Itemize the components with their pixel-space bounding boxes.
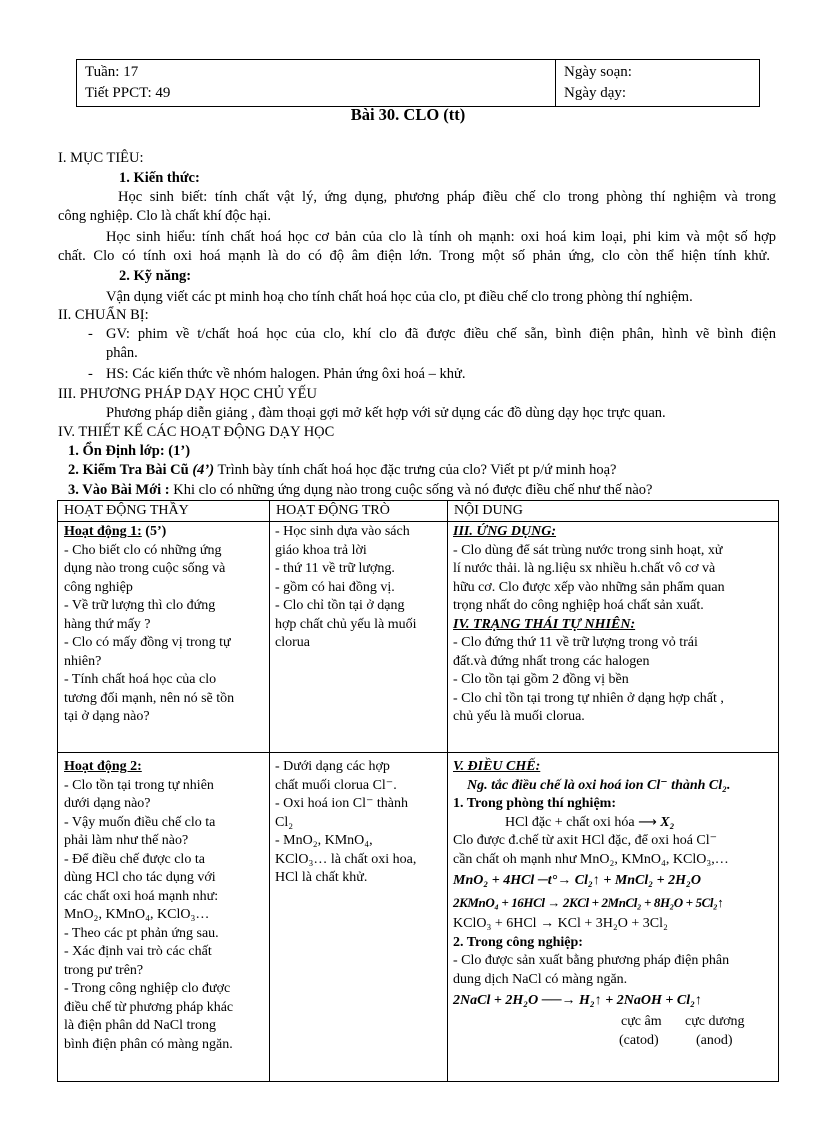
section-1-heading: I. MỤC TIÊU: <box>58 150 144 166</box>
text-line: - Trong công nghiệp clo được <box>64 981 231 996</box>
section-2-heading: II. CHUẨN BỊ: <box>58 307 149 323</box>
bullet-dash: - <box>88 326 93 342</box>
text-line: hợp chất chủ yếu là muối <box>275 616 417 632</box>
header-left <box>77 60 556 106</box>
student-prep: HS: Các kiến thức về nhóm halogen. Phản ứng ôxi hoá – khử. <box>106 366 466 382</box>
lab-eq-right: X₂ <box>660 814 675 830</box>
text-line: - Theo các pt phản ứng sau. <box>64 925 219 941</box>
activity-1-title: Hoạt động 1: <box>64 524 142 539</box>
text-line: bình điện phân có màng ngăn. <box>64 1036 233 1052</box>
long-arrow-icon: ⟶ <box>638 814 657 830</box>
row1-student-cell <box>275 523 443 653</box>
lesson-number: Tiết PPCT: 49 <box>85 85 171 101</box>
step-3-text: Khi clo có những ứng dụng nào trong cuộc sống và nó được điều chế như thế nào? <box>173 482 653 498</box>
step-1: 1. Ổn Định lớp: (1’) <box>68 443 191 459</box>
text-line: - Xác định vai trò các chất <box>64 944 212 959</box>
text-line: - Clo có mấy đồng vị trong tự <box>64 635 231 650</box>
text-line: hữu cơ. Clo được xếp vào những sản phẩm quan <box>453 579 725 595</box>
applications-heading: III. ỨNG DỤNG: <box>453 524 557 539</box>
equation-mno2: MnO₂ + 4HCl ─t°→ Cl₂↑ + MnCl₂ + 2H₂O <box>453 873 702 888</box>
text-line: - MnO₂, KMnO₄, <box>275 833 373 848</box>
teacher-prep-line2: phân. <box>106 345 138 361</box>
column-divider <box>447 501 448 1081</box>
bullet-dash: - <box>88 366 93 382</box>
text-line: - Về trữ lượng thì clo đứng <box>64 598 216 613</box>
text-line: HCl là chất khử. <box>275 870 368 885</box>
row1-teacher-cell <box>64 523 264 727</box>
col-header-teacher: HOẠT ĐỘNG THẦY <box>64 503 189 518</box>
text-line: Clo được đ.chế từ axit HCl đặc, để oxi hoá Cl⁻ <box>453 833 718 848</box>
step-3-label: 3. Vào Bài Mới : <box>68 482 170 498</box>
step-2-text: Trình bày tính chất hoá học đặc trưng của clo? Viết pt p/ứ minh hoạ? <box>217 462 617 478</box>
text-line: trọng nhất do công nghiệp hoá chất sản xuất. <box>453 598 704 613</box>
knowledge-p2-line1: Học sinh hiểu: tính chất hoá học cơ bản của clo là tính oh mạnh: oxi hoá kim loại, phi kim và một số hợp <box>106 229 776 245</box>
header-box <box>76 59 760 107</box>
activity-1-time: (5’) <box>145 524 167 539</box>
text-line: KClO₃… là chất oxi hoa, <box>275 851 417 867</box>
text-line: - Để điều chế được clo ta <box>64 851 205 867</box>
text-line: - Clo chỉ tồn tại trong tự nhiên ở dạng hợp chất , <box>453 690 724 706</box>
date-taught: Ngày dạy: <box>564 85 627 101</box>
cathode-label-en: (catod) <box>619 1032 659 1048</box>
text-line: - gồm có hai đồng vị. <box>275 579 395 595</box>
step-2-label: 2. Kiểm Tra Bài Cũ <box>68 462 189 478</box>
row2-student-cell <box>275 758 443 888</box>
text-line: dùng HCl cho tác dụng với <box>64 870 216 885</box>
text-line: tương đối mạnh, nên nó sẽ tồn <box>64 690 235 706</box>
text-line: tại ở dạng nào? <box>64 709 150 724</box>
row2-content-cell <box>453 758 773 1049</box>
method-text: Phương pháp diễn giảng , đàm thoại gợi mở kết hợp với sử dụng các đồ dùng dạy học trực quan. <box>106 405 666 421</box>
text-line: đất.và đứng nhất trong các halogen <box>453 653 650 669</box>
equation-kclo3: KClO₃ + 6HCl → KCl + 3H₂O + 3Cl₂ <box>453 916 668 931</box>
knowledge-heading: 1. Kiến thức: <box>119 170 200 186</box>
text-line: điều chế từ phương pháp khác <box>64 999 234 1015</box>
text-line: - Oxi hoá ion Cl⁻ thành <box>275 796 408 811</box>
lab-equation-general <box>453 814 773 833</box>
text-line: Cl₂ <box>275 814 294 830</box>
lab-heading: 1. Trong phòng thí nghiệm: <box>453 796 616 811</box>
text-line: hàng thứ mấy ? <box>64 616 151 632</box>
row1-content-cell <box>453 523 773 727</box>
text-line: các chất oxi hoá mạnh như: <box>64 888 219 904</box>
cathode-label: cực âm <box>621 1013 662 1029</box>
header-right <box>556 60 759 106</box>
equation-kmno4: 2KMnO₄ + 16HCl → 2KCl + 2MnCl₂ + 8H₂O + 5Cl₂↑ <box>453 894 724 910</box>
text-line: dụng nào trong cuộc sống và <box>64 561 226 576</box>
text-line: - Clo tồn tại trong tự nhiên <box>64 777 214 793</box>
activity-2-title: Hoạt động 2: <box>64 759 142 774</box>
row2-teacher-cell <box>64 758 264 1054</box>
preparation-heading: V. ĐIỀU CHẾ: <box>453 759 541 774</box>
text-line: MnO₂, KMnO₄, KClO₃… <box>64 907 210 922</box>
date-prepared: Ngày soạn: <box>564 64 632 80</box>
knowledge-p1-line2: công nghiệp. Clo là chất khí độc hại. <box>58 208 272 224</box>
text-line: - Clo đứng thứ 11 về trữ lượng trong vỏ trái <box>453 635 698 650</box>
text-line: chủ yếu là muối clorua. <box>453 709 585 724</box>
text-line: - Clo dùng để sát trùng nước trong sinh hoạt, xử <box>453 542 723 558</box>
section-4-heading: IV. THIẾT KẾ CÁC HOẠT ĐỘNG DẠY HỌC <box>58 424 335 440</box>
knowledge-p1-line1: Học sinh biết: tính chất vật lý, ứng dụng, phương pháp điều chế clo trong phòng thí nghiệm và trong <box>118 189 776 205</box>
principle-text: Ng. tắc điều chế là oxi hoá ion Cl⁻ thành Cl₂. <box>467 777 731 793</box>
text-line: - Clo chỉ tồn tại ở dạng <box>275 598 405 613</box>
text-line: dung dịch NaCl có màng ngăn. <box>453 971 628 987</box>
text-line: - Clo tồn tại gồm 2 đồng vị bền <box>453 672 629 687</box>
natural-state-heading: IV. TRẠNG THÁI TỰ NHIÊN: <box>453 616 636 632</box>
col-header-content: NỘI DUNG <box>454 503 523 518</box>
anode-label-en: (anod) <box>696 1032 733 1048</box>
text-line: phải làm như thế nào? <box>64 833 189 848</box>
text-line: clorua <box>275 635 310 650</box>
step-2 <box>68 461 616 480</box>
text-line: giáo khoa trả lời <box>275 542 367 558</box>
text-line: trong pư trên? <box>64 962 144 978</box>
text-line: - Vậy muốn điều chế clo ta <box>64 814 216 830</box>
industry-heading: 2. Trong công nghiệp: <box>453 934 583 950</box>
row-divider <box>58 521 778 522</box>
knowledge-p2-line2: chất. Clo có tính oxi hoá mạnh là do có độ âm điện lớn. Trong một số phản ứng, clo còn thể hiện tính khử. <box>58 248 770 264</box>
text-line: là điện phân dd NaCl trong <box>64 1018 217 1033</box>
row-divider <box>58 752 778 753</box>
text-line: cần chất oh mạnh như MnO₂, KMnO₄, KClO₃,… <box>453 851 729 867</box>
text-line: nhiên? <box>64 653 102 669</box>
step-3 <box>68 481 652 500</box>
text-line: - Clo được sản xuất bằng phương pháp điện phân <box>453 953 730 968</box>
activity-table <box>57 500 779 1082</box>
step-2-time: (4’) <box>192 462 215 478</box>
text-line: công nghiệp <box>64 579 133 595</box>
week-label: Tuần: 17 <box>85 64 139 80</box>
lab-eq-left: HCl đặc + chất oxi hóa <box>505 814 635 830</box>
text-line: - thứ 11 về trữ lượng. <box>275 561 395 576</box>
text-line: - Cho biết clo có những ứng <box>64 542 222 558</box>
col-header-student: HOẠT ĐỘNG TRÒ <box>276 503 390 518</box>
anode-label: cực dương <box>685 1013 745 1029</box>
skills-text: Vận dụng viết các pt minh hoạ cho tính chất hoá học của clo, pt điều chế clo trong phòng thí nghiệm. <box>106 289 693 305</box>
text-line: lí nước thải. là ng.liệu sx nhiều h.chất vô cơ và <box>453 561 716 576</box>
section-3-heading: III. PHƯƠNG PHÁP DẠY HỌC CHỦ YẾU <box>58 386 317 402</box>
teacher-prep-line1: GV: phim về t/chất hoá học của clo, khí clo đã được điều chế sẵn, bình điện phân, hình vẽ bình điện <box>106 326 776 342</box>
equation-electrolysis: 2NaCl + 2H₂O ──→ H₂↑ + 2NaOH + Cl₂↑ <box>453 993 702 1008</box>
text-line: - Dưới dạng các hợp <box>275 759 390 774</box>
skills-heading: 2. Kỹ năng: <box>119 268 192 284</box>
page-title: Bài 30. CLO (tt) <box>350 105 466 124</box>
text-line: chất muối clorua Cl⁻. <box>275 777 397 793</box>
electrode-labels <box>453 1011 773 1049</box>
text-line: - Học sinh dựa vào sách <box>275 524 410 539</box>
text-line: dưới dạng nào? <box>64 796 151 811</box>
text-line: - Tính chất hoá học của clo <box>64 672 217 687</box>
column-divider <box>269 501 270 1081</box>
